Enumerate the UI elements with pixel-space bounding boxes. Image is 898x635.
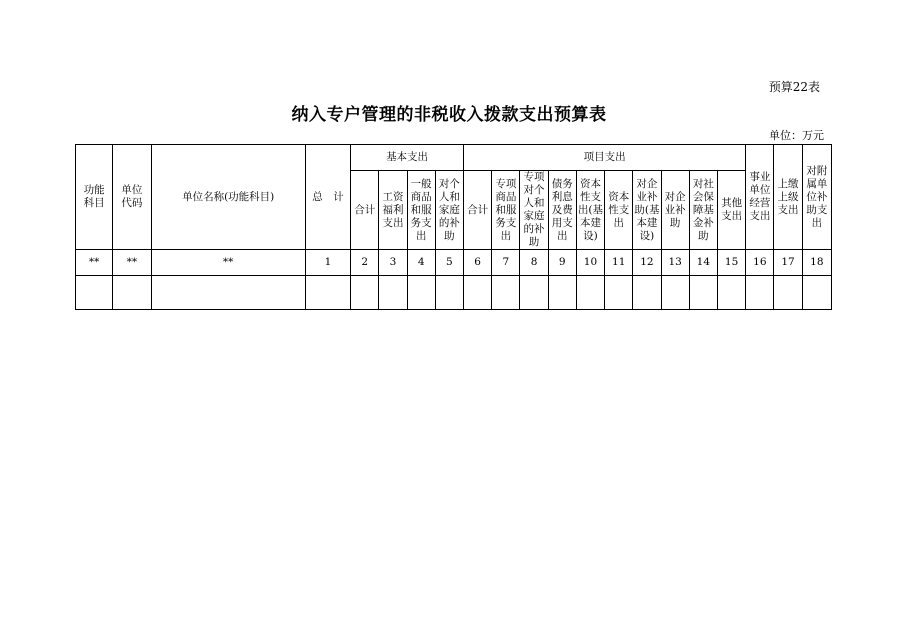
index-cell: 1 xyxy=(305,250,350,276)
page-title: 纳入专户管理的非税收入拨款支出预算表 xyxy=(291,105,607,125)
header-special-personal: 专项 对个 人和 家庭 的补 助 xyxy=(520,171,548,250)
index-cell: 7 xyxy=(492,250,520,276)
table-cell xyxy=(305,276,350,310)
table-cell xyxy=(407,276,435,310)
header-special-goods: 专项 商品 和服 务支 出 xyxy=(492,171,520,250)
index-cell: 17 xyxy=(774,250,802,276)
header-basic-subtotal: 合计 xyxy=(351,171,379,250)
index-cell: 15 xyxy=(717,250,745,276)
table-cell xyxy=(633,276,661,310)
index-cell: 12 xyxy=(633,250,661,276)
table-cell xyxy=(576,276,604,310)
header-capital-infra: 资本 性支 出(基 本建 设) xyxy=(576,171,604,250)
table-cell xyxy=(802,276,831,310)
header-enterprise-infra: 对企 业补 助(基 本建 设) xyxy=(633,171,661,250)
table-cell xyxy=(548,276,576,310)
table-cell xyxy=(774,276,802,310)
header-capital: 资本 性支 出 xyxy=(605,171,633,250)
table-cell xyxy=(605,276,633,310)
table-cell xyxy=(689,276,717,310)
table-cell xyxy=(492,276,520,310)
table-cell xyxy=(435,276,463,310)
table-cell xyxy=(464,276,492,310)
index-cell: 11 xyxy=(605,250,633,276)
table-cell xyxy=(113,276,151,310)
empty-data-row xyxy=(76,276,832,310)
header-salary-welfare: 工资 福利 支出 xyxy=(379,171,407,250)
table-cell xyxy=(717,276,745,310)
header-func-subject: 功能 科目 xyxy=(76,145,113,250)
table-cell xyxy=(76,276,113,310)
unit-label: 单位：万元 xyxy=(769,129,824,142)
table-cell xyxy=(151,276,305,310)
index-cell: 14 xyxy=(689,250,717,276)
header-other: 其他 支出 xyxy=(717,171,745,250)
index-cell: 8 xyxy=(520,250,548,276)
index-cell: 18 xyxy=(802,250,831,276)
header-row-1 xyxy=(76,145,832,171)
index-cell: 3 xyxy=(379,250,407,276)
header-project-subtotal: 合计 xyxy=(464,171,492,250)
header-basic-expense: 基本支出 xyxy=(351,145,464,171)
index-cell: 2 xyxy=(351,250,379,276)
table-cell xyxy=(351,276,379,310)
header-social-security: 对社 会保 障基 金补 助 xyxy=(689,171,717,250)
index-cell: 13 xyxy=(661,250,689,276)
index-cell: 4 xyxy=(407,250,435,276)
table-cell xyxy=(379,276,407,310)
table-cell xyxy=(520,276,548,310)
header-debt-interest: 债务 利息 及费 用支 出 xyxy=(548,171,576,250)
index-cell: 5 xyxy=(435,250,463,276)
index-cell: ** xyxy=(113,250,151,276)
index-row xyxy=(76,250,832,276)
header-general-goods: 一般 商品 和服 务支 出 xyxy=(407,171,435,250)
table-cell xyxy=(661,276,689,310)
index-cell: ** xyxy=(76,250,113,276)
header-total: 总 计 xyxy=(305,145,350,250)
header-remit-upper: 上缴 上级 支出 xyxy=(774,145,802,250)
form-number: 预算22表 xyxy=(768,80,820,94)
header-unit-name: 单位名称(功能科目) xyxy=(151,145,305,250)
header-unit-code: 单位 代码 xyxy=(113,145,151,250)
header-enterprise: 对企 业补 助 xyxy=(661,171,689,250)
header-subsidy-affiliated: 对附 属单 位补 助支 出 xyxy=(802,145,831,250)
index-cell: 10 xyxy=(576,250,604,276)
header-personal-subsidy: 对个 人和 家庭 的补 助 xyxy=(435,171,463,250)
budget-table xyxy=(75,144,832,310)
header-project-expense: 项目支出 xyxy=(464,145,746,171)
index-cell: 9 xyxy=(548,250,576,276)
table-cell xyxy=(746,276,774,310)
index-cell: 16 xyxy=(746,250,774,276)
index-cell: ** xyxy=(151,250,305,276)
header-enterprise-operating: 事业 单位 经营 支出 xyxy=(746,145,774,250)
index-cell: 6 xyxy=(464,250,492,276)
